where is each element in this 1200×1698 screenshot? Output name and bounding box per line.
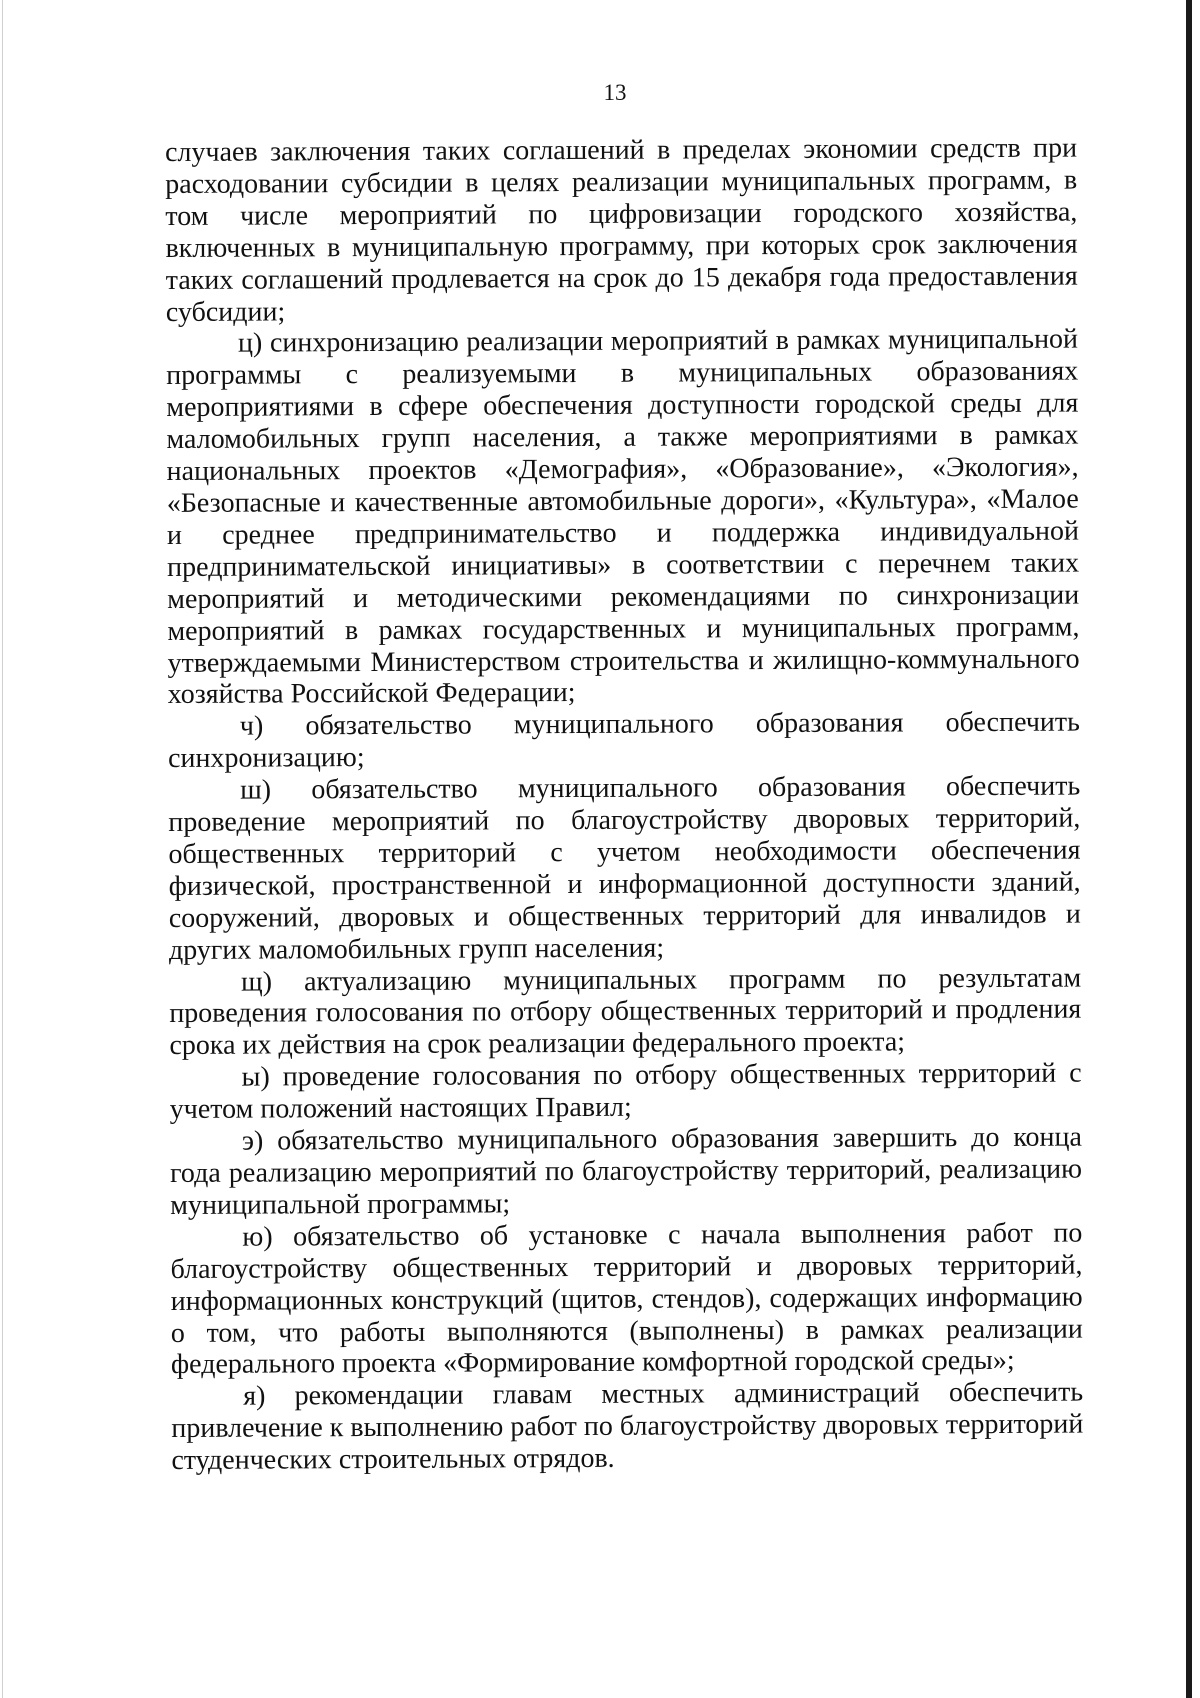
paragraph-item-ya: я) рекомендации главам местных администраций обеспечить привлечение к выполнению работ по благоустройству дворовых территорий студенческих строительных отрядов. <box>171 1376 1084 1477</box>
paragraph-item-shch: щ) актуализацию муниципальных программ по результатам проведения голосования по отбору общественных территорий и продления срока их действия на срок реализации федерального проекта; <box>169 962 1082 1062</box>
scan-right-edge <box>1186 0 1192 1698</box>
paragraph-item-yu: ю) обязательство об установке с начала выполнения работ по благоустройству общественных территорий и дворовых территорий, информационных конструкций (щитов, стендов), содержащих информацию о том, что работы выполняются (выполнены) в рамках реализации федерального проекта «Формирование комфортной городской среды»; <box>170 1217 1083 1381</box>
paragraph-item-e: э) обязательство муниципального образования завершить до конца года реализацию мероприятий по благоустройству территорий, реализацию муниципальной программы; <box>169 1121 1083 1221</box>
paragraph-item-y: ы) проведение голосования по отбору общественных территорий с учетом положений настоящих Правил; <box>169 1057 1082 1126</box>
paragraph-continuation: случаев заключения таких соглашений в пределах экономии средств при расходовании субсидии в целях реализации муниципальных программ, в том числе мероприятий по цифровизации городского хозяйства, включенных в муниципальную программу, при которых срок заключения таких соглашений продлевается на срок до 15 декабря года предоставления субсидии; <box>165 132 1078 328</box>
page-number: 13 <box>603 80 627 105</box>
document-body <box>165 133 1084 1478</box>
paragraph-item-sh: ш) обязательство муниципального образования обеспечить проведение мероприятий по благоустройству дворовых территорий, общественных территорий с учетом необходимости обеспечения физической, пространственной и информационной доступности зданий, сооружений, дворовых и общественных территорий для инвалидов и других маломобильных групп населения; <box>168 770 1081 966</box>
scan-left-edge <box>2 0 3 1698</box>
paragraph-item-ch: ч) обязательство муниципального образования обеспечить синхронизацию; <box>167 706 1080 775</box>
paragraph-item-ts: ц) синхронизацию реализации мероприятий в рамках муниципальной программы с реализуемыми в муниципальных образованиях мероприятиями в сфере обеспечения доступности городской среды для маломобильных групп населения, а также мероприятиями в рамках национальных проектов «Демография», «Образование», «Экология», «Безопасные и качественные автомобильные дороги», «Культура», «Малое и среднее предпринимательство и поддержка индивидуальной предпринимательской инициативы» в соответствии с перечнем таких мероприятий и методическими рекомендациями по синхронизации мероприятий в рамках государственных и муниципальных программ, утверждаемыми Министерством строительства и жилищно-коммунального хозяйства Российской Федерации; <box>166 323 1080 711</box>
